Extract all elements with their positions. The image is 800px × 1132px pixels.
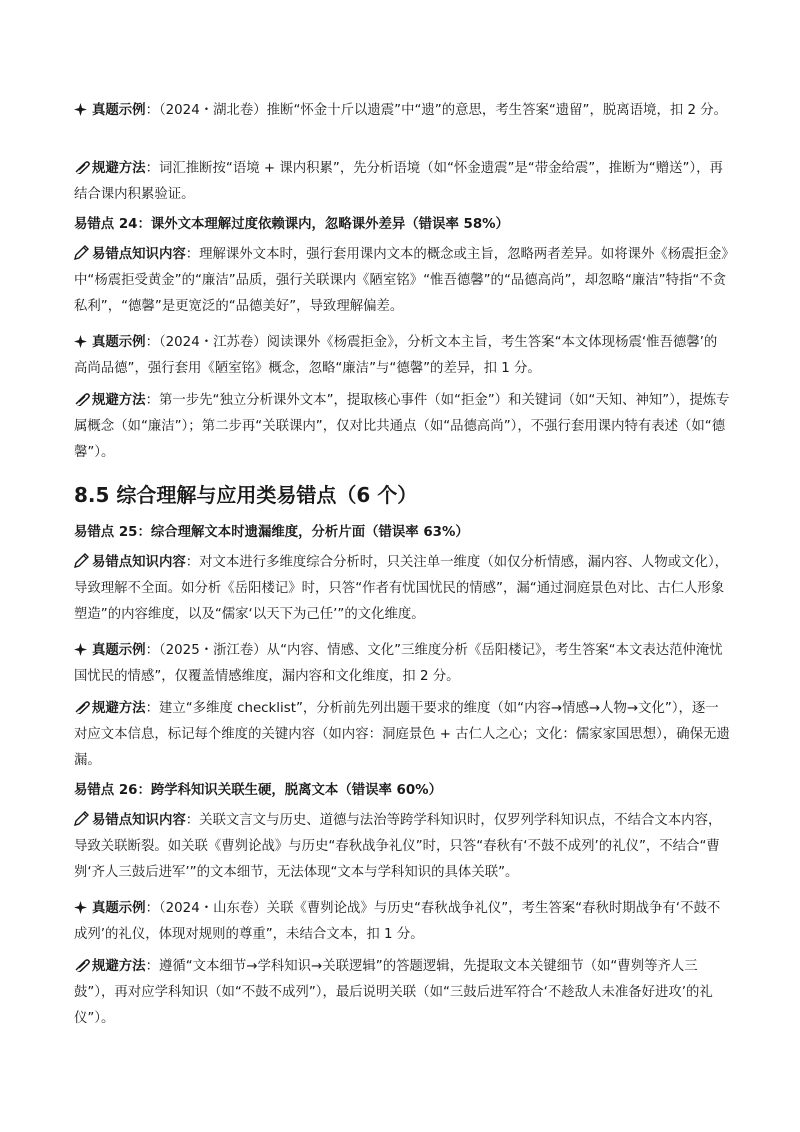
exam-example-text: （2024・山东卷）关联《曹刿论战》与历史“春秋战争礼仪”，考生答案“春秋时期战争有‘不鼓不成列’的礼仪，体现对规则的尊重”，未结合文本，扣 1 分。 [74, 901, 721, 942]
error-point-25-title: 易错点 25：综合理解文本时遗漏维度，分析片面（错误率 63%） [74, 525, 469, 540]
paperclip-icon [74, 954, 92, 980]
avoid-method-text: 遵循“文本细节→学科知识→关联逻辑”的答题逻辑，先提取文本关键细节（如“曹刿等齐人三鼓”），再对应学科知识（如“不鼓不成列”），最后说明关联（如“三鼓后进军符合‘不趁敌人未准备好进攻’的礼仪”）。 [74, 959, 713, 1026]
exam-example-label: 真题示例 [92, 901, 146, 916]
avoid-method-label: 规避方法 [92, 393, 146, 408]
avoid-method-label: 规避方法 [92, 161, 146, 176]
error-point-24-title: 易错点 24：课外文本理解过度依赖课内，忽略课外差异（错误率 58%） [74, 217, 509, 232]
avoid-method-block: 规避方法：遵循“文本细节→学科知识→关联逻辑”的答题逻辑，先提取文本关键细节（如“曹刿等齐人三鼓”），再对应学科知识（如“不鼓不成列”），最后说明关联（如“三鼓后进军符合‘不趁敌人未准备好进攻’的礼仪”）。 [74, 954, 730, 1032]
diamond-bullet-icon [74, 896, 92, 922]
section-heading: 8.5 综合理解与应用类易错点（6 个） [74, 483, 418, 507]
pencil-icon [74, 550, 92, 576]
exam-example-block: 真题示例：（2025・浙江卷）从“内容、情感、文化”三维度分析《岳阳楼记》，考生答案“本文表达范仲淹忧国忧民的情感”，仅覆盖情感维度，漏内容和文化维度，扣 2 分。 [74, 638, 730, 690]
diamond-bullet-icon [74, 330, 92, 356]
knowledge-block: 易错点知识内容：理解课外文本时，强行套用课内文本的概念或主旨，忽略两者差异。如将课外《杨震拒金》中“杨震拒受黄金”的“廉洁”品质，强行关联课内《陋室铭》“惟吾德馨”的“品德高尚”，却忽略“廉洁”特指“不贪私利”，“德馨”是更宽泛的“品德美好”，导致理解偏差。 [74, 242, 730, 320]
paperclip-icon [74, 388, 92, 414]
exam-example-text: （2024・湖北卷）推断“怀金十斤以遗震”中“遗”的意思，考生答案“遗留”，脱离语境，扣 2 分。 [158, 103, 728, 118]
diamond-bullet-icon [74, 98, 92, 124]
exam-example-block: 真题示例：（2024・山东卷）关联《曹刿论战》与历史“春秋战争礼仪”，考生答案“春秋时期战争有‘不鼓不成列’的礼仪，体现对规则的尊重”，未结合文本，扣 1 分。 [74, 896, 730, 948]
avoid-method-label: 规避方法 [92, 701, 146, 716]
exam-example-label: 真题示例 [92, 103, 146, 118]
exam-example-block: 真题示例：（2024・湖北卷）推断“怀金十斤以遗震”中“遗”的意思，考生答案“遗留”，脱离语境，扣 2 分。 [74, 98, 730, 124]
paperclip-icon [74, 156, 92, 182]
avoid-method-label: 规避方法 [92, 959, 146, 974]
knowledge-label: 易错点知识内容 [92, 247, 186, 262]
avoid-method-text: 建立“多维度 checklist”，分析前先列出题干要求的维度（如“内容→情感→人物→文化”），逐一对应文本信息，标记每个维度的关键内容（如内容：洞庭景色 + 古仁人之心；文化：儒家家国思想），确保无遗漏。 [74, 701, 730, 768]
exam-example-label: 真题示例 [92, 335, 146, 350]
knowledge-text: 对文本进行多维度综合分析时，只关注单一维度（如仅分析情感，漏内容、人物或文化），导致理解不全面。如分析《岳阳楼记》时，只答“作者有忧国忧民的情感”，漏“通过洞庭景色对比、古仁人形象塑造”的内容维度，以及“儒家‘以天下为己任’”的文化维度。 [74, 555, 729, 622]
pencil-icon [74, 242, 92, 268]
avoid-method-block: 规避方法：第一步先“独立分析课外文本”，提取核心事件（如“拒金”）和关键词（如“天知、神知”），提炼专属概念（如“廉洁”）；第二步再“关联课内”，仅对比共通点（如“品德高尚”），不强行套用课内特有表述（如“德馨”）。 [74, 388, 730, 466]
knowledge-block: 易错点知识内容：对文本进行多维度综合分析时，只关注单一维度（如仅分析情感，漏内容、人物或文化），导致理解不全面。如分析《岳阳楼记》时，只答“作者有忧国忧民的情感”，漏“通过洞庭景色对比、古仁人形象塑造”的内容维度，以及“儒家‘以天下为己任’”的文化维度。 [74, 550, 730, 628]
avoid-method-text: 第一步先“独立分析课外文本”，提取核心事件（如“拒金”）和关键词（如“天知、神知”），提炼专属概念（如“廉洁”）；第二步再“关联课内”，仅对比共通点（如“品德高尚”），不强行套用课内特有表述（如“德馨”）。 [74, 393, 730, 460]
knowledge-text: 关联文言文与历史、道德与法治等跨学科知识时，仅罗列学科知识点，不结合文本内容，导致关联断裂。如关联《曹刿论战》与历史“春秋战争礼仪”时，只答“春秋有‘不鼓不成列’的礼仪”，不结合“曹刿‘齐人三鼓后进军’”的文本细节，无法体现“文本与学科知识的具体关联”。 [74, 813, 722, 880]
pencil-icon [74, 808, 92, 834]
paperclip-icon [74, 696, 92, 722]
knowledge-block: 易错点知识内容：关联文言文与历史、道德与法治等跨学科知识时，仅罗列学科知识点，不结合文本内容，导致关联断裂。如关联《曹刿论战》与历史“春秋战争礼仪”时，只答“春秋有‘不鼓不成列’的礼仪”，不结合“曹刿‘齐人三鼓后进军’”的文本细节，无法体现“文本与学科知识的具体关联”。 [74, 808, 730, 886]
exam-example-text: （2024・江苏卷）阅读课外《杨震拒金》，分析文本主旨，考生答案“本文体现杨震‘惟吾德馨’的高尚品德”，强行套用《陋室铭》概念，忽略“廉洁”与“德馨”的差异，扣 1 分。 [74, 335, 718, 376]
exam-example-block: 真题示例：（2024・江苏卷）阅读课外《杨震拒金》，分析文本主旨，考生答案“本文体现杨震‘惟吾德馨’的高尚品德”，强行套用《陋室铭》概念，忽略“廉洁”与“德馨”的差异，扣 1 分。 [74, 330, 730, 382]
diamond-bullet-icon [74, 638, 92, 664]
exam-example-label: 真题示例 [92, 643, 146, 658]
knowledge-text: 理解课外文本时，强行套用课内文本的概念或主旨，忽略两者差异。如将课外《杨震拒金》中“杨震拒受黄金”的“廉洁”品质，强行关联课内《陋室铭》“惟吾德馨”的“品德高尚”，却忽略“廉洁”特指“不贪私利”，“德馨”是更宽泛的“品德美好”，导致理解偏差。 [74, 247, 729, 314]
knowledge-label: 易错点知识内容 [92, 555, 186, 570]
avoid-method-block: 规避方法：词汇推断按“语境 + 课内积累”，先分析语境（如“怀金遗震”是“带金给震”，推断为“赠送”），再结合课内积累验证。 [74, 156, 730, 208]
avoid-method-block: 规避方法：建立“多维度 checklist”，分析前先列出题干要求的维度（如“内容→情感→人物→文化”），逐一对应文本信息，标记每个维度的关键内容（如内容：洞庭景色 + 古仁人之心；文化：儒家家国思想），确保无遗漏。 [74, 696, 730, 774]
exam-example-text: （2025・浙江卷）从“内容、情感、文化”三维度分析《岳阳楼记》，考生答案“本文表达范仲淹忧国忧民的情感”，仅覆盖情感维度，漏内容和文化维度，扣 2 分。 [74, 643, 723, 684]
error-point-26-title: 易错点 26：跨学科知识关联生硬，脱离文本（错误率 60%） [74, 783, 442, 798]
knowledge-label: 易错点知识内容 [92, 813, 186, 828]
avoid-method-text: 词汇推断按“语境 + 课内积累”，先分析语境（如“怀金遗震”是“带金给震”，推断为“赠送”），再结合课内积累验证。 [74, 161, 723, 202]
